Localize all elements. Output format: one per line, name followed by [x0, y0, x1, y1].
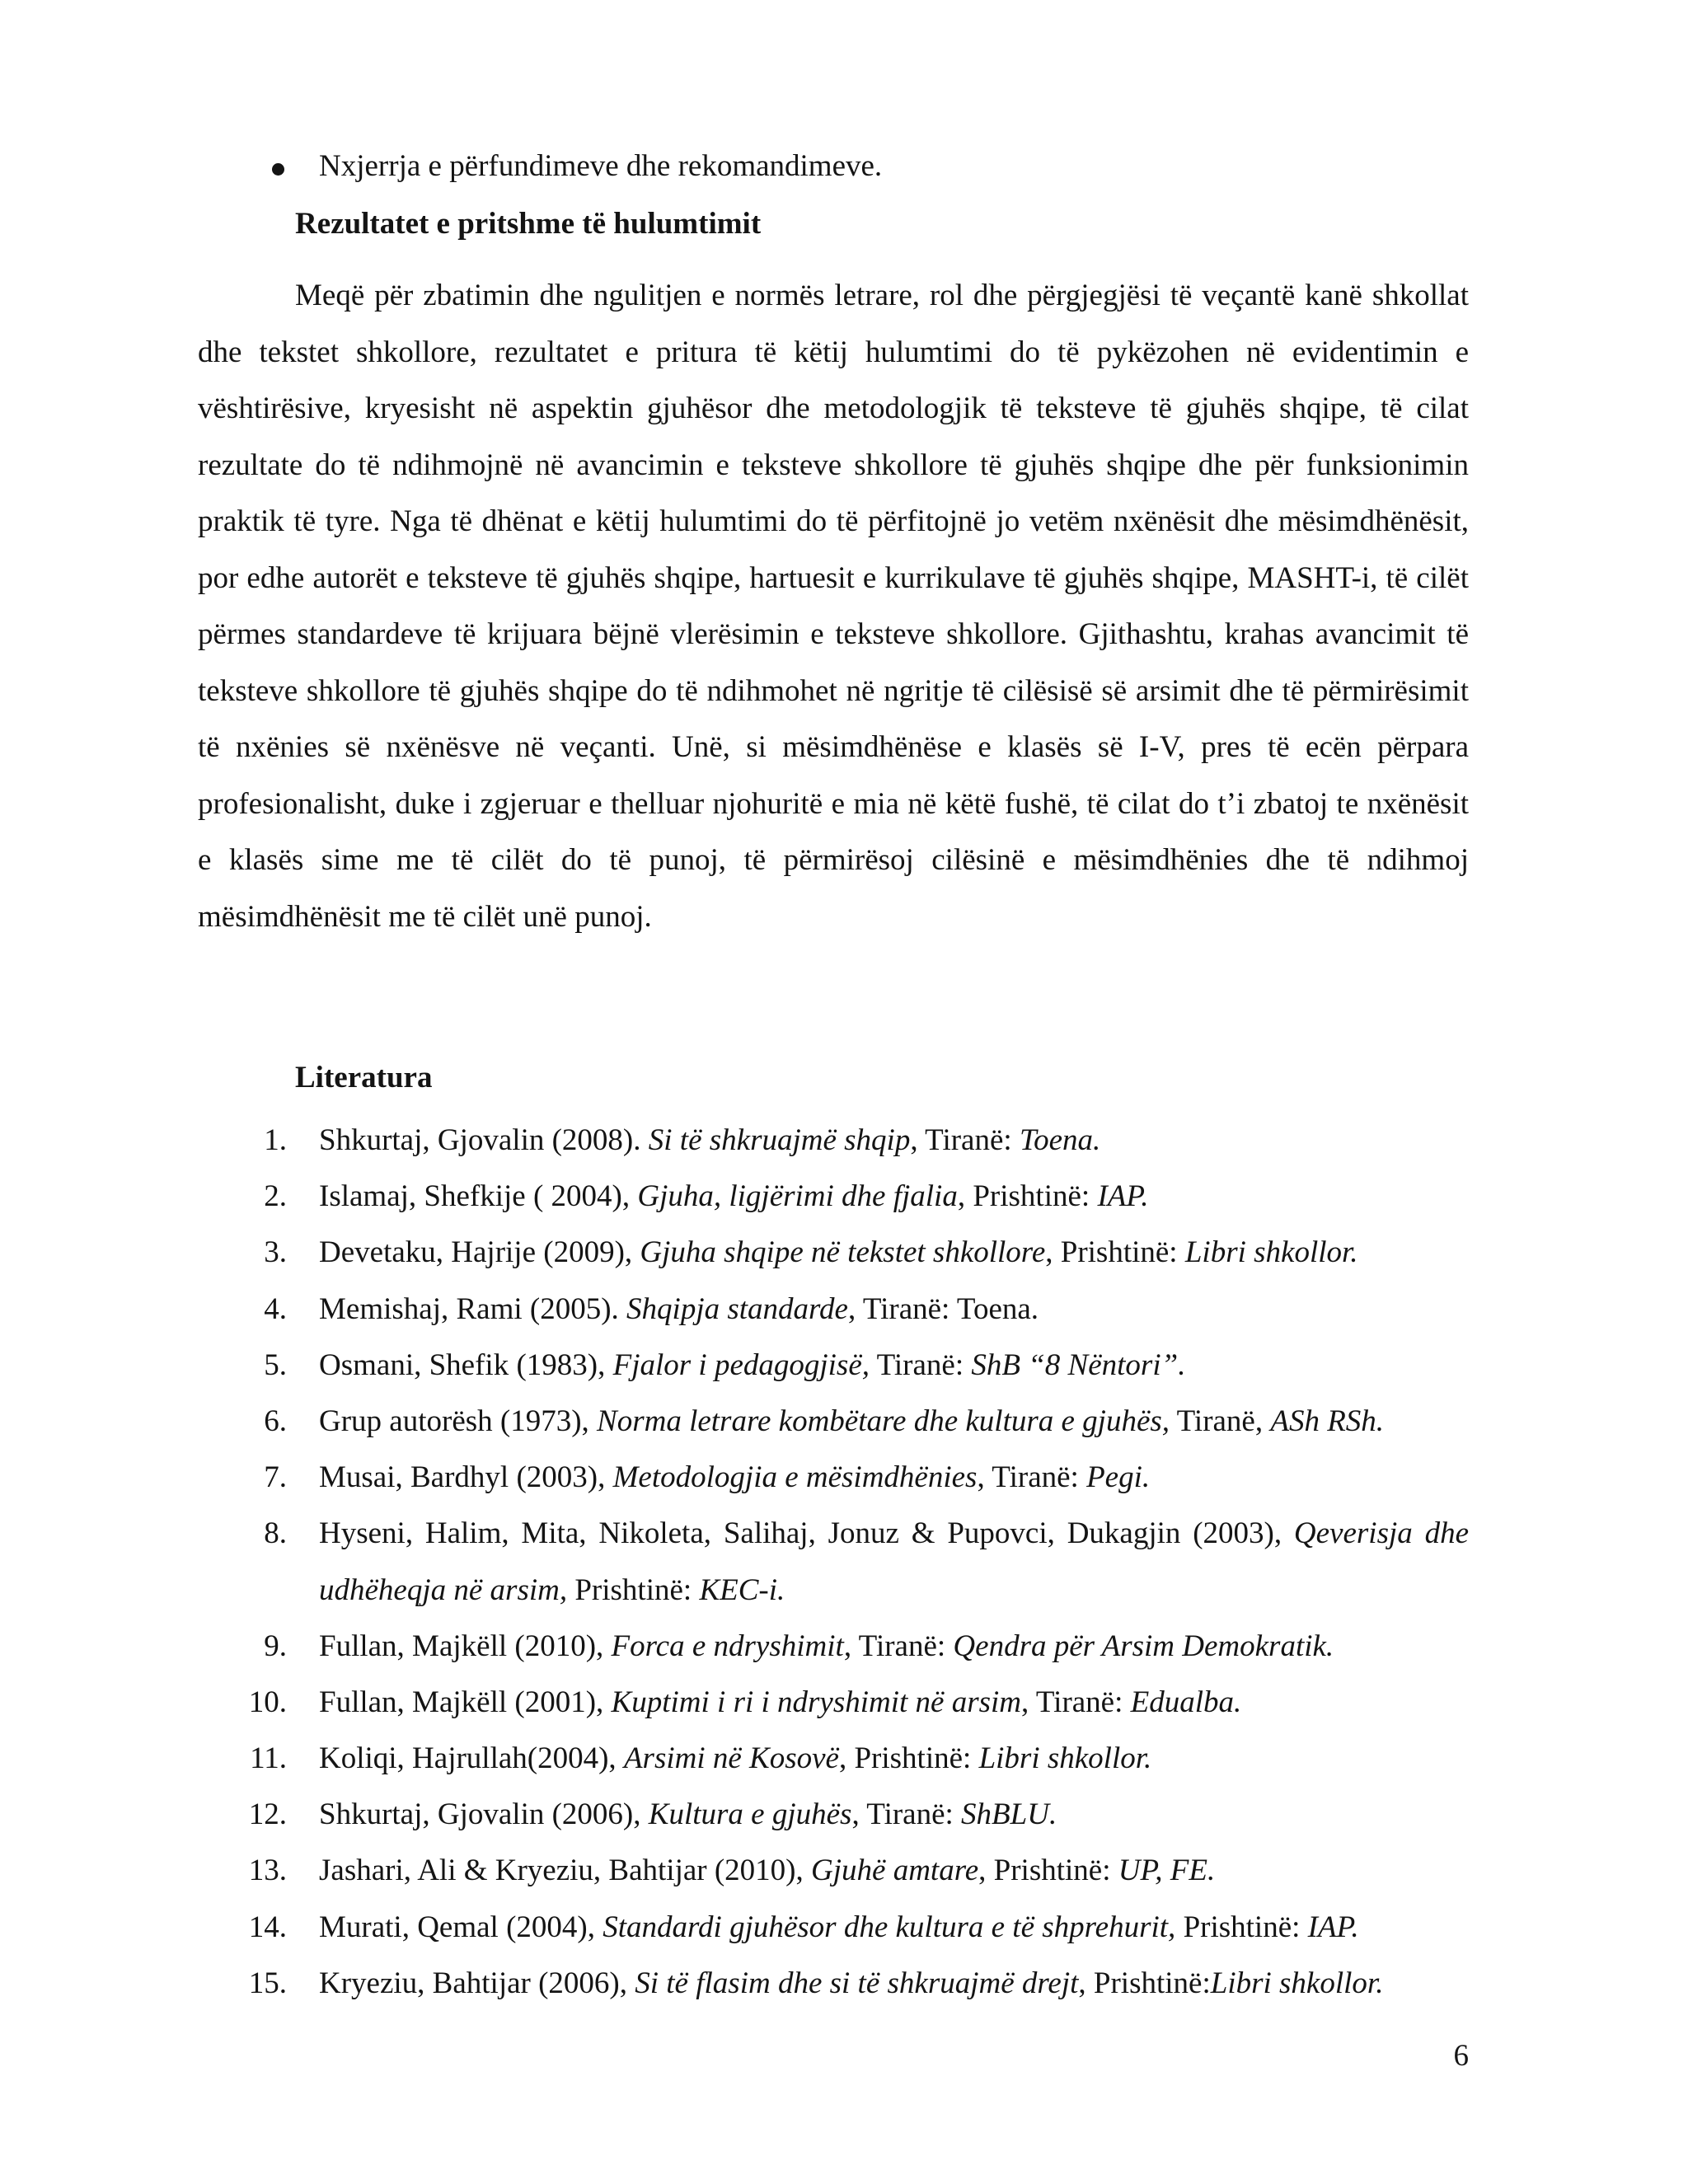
reference-text: [319, 1282, 1469, 1338]
reference-title: Shqipja standarde: [626, 1291, 848, 1326]
reference-number: 8.: [264, 1516, 287, 1551]
reference-item: [0, 1675, 1688, 1731]
reference-place: Prishtinë:: [567, 1572, 700, 1607]
reference-author: Memishaj, Rami (2005).: [319, 1291, 627, 1326]
reference-place: , Tiranë:: [1021, 1685, 1131, 1719]
reference-item: [0, 1225, 1688, 1281]
reference-number: 13.: [248, 1854, 287, 1888]
reference-item: [0, 1450, 1688, 1506]
reference-text: [319, 1675, 1469, 1731]
reference-number: 5.: [264, 1347, 287, 1382]
reference-text: [319, 1338, 1469, 1394]
reference-text: [319, 1169, 1469, 1225]
reference-publisher: Edualba.: [1130, 1685, 1242, 1719]
reference-author: Shkurtaj, Gjovalin (2006),: [319, 1797, 649, 1832]
reference-author: Shkurtaj, Gjovalin (2008).: [319, 1123, 649, 1157]
page-number: 6: [1453, 2039, 1469, 2073]
reference-item: [0, 1338, 1688, 1394]
reference-title: Fjalor i pedagogjisë,: [612, 1347, 870, 1382]
reference-publisher: Libri shkollor.: [1210, 1966, 1384, 2000]
reference-item: [0, 1843, 1688, 1899]
reference-title: Kultura e gjuhës: [648, 1797, 852, 1832]
reference-publisher: Pegi.: [1086, 1460, 1151, 1495]
reference-item: [0, 1787, 1688, 1843]
reference-number: 15.: [248, 1966, 287, 2000]
reference-place: , Prishtinë:: [1045, 1235, 1185, 1270]
reference-title: Metodologjia e mësimdhënies: [612, 1460, 978, 1495]
reference-number: 3.: [264, 1235, 287, 1270]
reference-number: 6.: [264, 1404, 287, 1438]
reference-text: [319, 1506, 1469, 1618]
reference-author: Hyseni, Halim, Mita, Nikoleta, Salihaj, Jonuz & Pupovci, Dukagjin (2003),: [319, 1516, 1294, 1551]
reference-number: 10.: [248, 1685, 287, 1719]
reference-place: , Prishtinë:: [957, 1179, 1098, 1214]
reference-place: , Prishtinë:: [1078, 1966, 1211, 2000]
reference-title: Si të shkruajmë shqip: [648, 1123, 911, 1157]
reference-text: [319, 1619, 1469, 1675]
reference-publisher: KEC-i.: [699, 1572, 785, 1607]
literature-heading: Literatura: [295, 1061, 433, 1094]
reference-place: Tiranë,: [1170, 1404, 1271, 1438]
reference-text: [319, 1113, 1469, 1169]
reference-text: [319, 1843, 1469, 1899]
reference-publisher: ShB “8 Nëntori”.: [971, 1347, 1186, 1382]
reference-place: , Tiranë:: [977, 1460, 1087, 1495]
reference-author: Musai, Bardhyl (2003),: [319, 1460, 613, 1495]
reference-number: 2.: [264, 1179, 287, 1214]
reference-publisher: ASh RSh.: [1270, 1404, 1385, 1438]
reference-title: Standardi gjuhësor dhe kultura e të shprehurit,: [603, 1910, 1176, 1944]
reference-number: 1.: [264, 1123, 287, 1157]
reference-title: Kuptimi i ri i ndryshimit në arsim: [611, 1685, 1022, 1719]
reference-author: Grup autorësh (1973),: [319, 1404, 598, 1438]
reference-publisher: UP, FE.: [1118, 1854, 1216, 1888]
reference-item: [0, 1282, 1688, 1338]
reference-title: Gjuhë amtare: [811, 1854, 979, 1888]
reference-publisher: Libri shkollor.: [978, 1741, 1152, 1776]
reference-author: Devetaku, Hajrije (2009),: [319, 1235, 640, 1270]
reference-publisher: Libri shkollor.: [1184, 1235, 1358, 1270]
reference-place: , Tiranë: Toena.: [847, 1291, 1039, 1326]
reference-item: [0, 1506, 1688, 1618]
reference-place: Tiranë:: [870, 1347, 972, 1382]
reference-number: 7.: [264, 1460, 287, 1495]
reference-text: [319, 1787, 1469, 1843]
reference-number: 14.: [248, 1910, 287, 1944]
reference-title: Norma letrare kombëtare dhe kultura e gjuhës,: [597, 1404, 1170, 1438]
section-heading: Rezultatet e pritshme të hulumtimit: [295, 207, 762, 241]
reference-text: [319, 1900, 1469, 1956]
reference-place: , Prishtinë:: [978, 1854, 1118, 1888]
reference-item: [0, 1619, 1688, 1675]
reference-publisher: IAP.: [1097, 1179, 1149, 1214]
bullet-item-text: Nxjerrja e përfundimeve dhe rekomandimeve.: [319, 149, 883, 183]
reference-list: [0, 1113, 1688, 2012]
reference-item: [0, 1169, 1688, 1225]
reference-number: 4.: [264, 1291, 287, 1326]
reference-text: [319, 1225, 1469, 1281]
reference-number: 12.: [248, 1797, 287, 1832]
reference-number: 9.: [264, 1629, 287, 1663]
reference-title: Gjuha shqipe në tekstet shkollore: [640, 1235, 1046, 1270]
reference-title: Gjuha, ligjërimi dhe fjalia: [637, 1179, 958, 1214]
reference-number: 11.: [250, 1741, 287, 1776]
reference-author: Jashari, Ali & Kryeziu, Bahtijar (2010),: [319, 1854, 812, 1888]
reference-place: , Tiranë:: [843, 1629, 954, 1663]
reference-publisher: Qendra për Arsim Demokratik.: [953, 1629, 1334, 1663]
reference-title: Forca e ndryshimit: [611, 1629, 844, 1663]
body-paragraph: Meqë për zbatimin dhe ngulitjen e normës letrare, rol dhe përgjegjësi të veçantë kanë shkollat dhe tekstet shkollore, rezultatet e pritura të këtij hulumtimi do të pykëzohen në evidentimin e vështirësive, kryesisht në aspektin gjuhësor dhe metodologjik të teksteve të gjuhës shqipe, të cilat rezultate do të ndihmojnë në avancimin e teksteve shkollore të gjuhës shqipe dhe për funksionimin praktik të tyre. Nga të dhënat e këtij hulumtimi do të përfitojnë jo vetëm nxënësit dhe mësimdhënësit, por edhe autorët e teksteve të gjuhës shqipe, hartuesit e kurrikulave të gjuhës shqipe, MASHT-i, të cilët përmes standardeve të krijuara bëjnë vlerësimin e teksteve shkollore. Gjithashtu, krahas avancimit të teksteve shkollore të gjuhës shqipe do të ndihmohet në ngritje të cilësisë së arsimit dhe të përmirësimit të nxënies së nxënësve në veçanti. Unë, si mësimdhënëse e klasës së I-V, pres të ecën përpara profesionalisht, duke i zgjeruar e thelluar njohuritë e mia në këtë fushë, të cilat do t’i zbatoj te nxënësit e klasës sime me të cilët do të punoj, të përmirësoj cilësinë e mësimdhënies dhe të ndihmoj mësimdhënësit me të cilët unë punoj.: [198, 279, 1469, 934]
reference-item: [0, 1900, 1688, 1956]
reference-place: , Tiranë:: [851, 1797, 962, 1832]
reference-publisher: IAP.: [1307, 1910, 1359, 1944]
reference-author: Osmani, Shefik (1983),: [319, 1347, 613, 1382]
bullet-dot-icon: [272, 163, 284, 176]
reference-text: [319, 1956, 1469, 2012]
reference-author: Kryeziu, Bahtijar (2006),: [319, 1966, 635, 2000]
reference-text: [319, 1450, 1469, 1506]
reference-title: Si të flasim dhe si të shkruajmë drejt: [635, 1966, 1079, 2000]
reference-author: Fullan, Majkëll (2001),: [319, 1685, 612, 1719]
reference-publisher: Toena.: [1019, 1123, 1101, 1157]
reference-author: Fullan, Majkëll (2010),: [319, 1629, 612, 1663]
reference-item: [0, 1956, 1688, 2012]
reference-author: Murati, Qemal (2004),: [319, 1910, 603, 1944]
reference-title: Qeverisja dhe udhëheqja në arsim,: [319, 1516, 1469, 1607]
reference-item: [0, 1113, 1688, 1169]
reference-item: [0, 1394, 1688, 1450]
reference-author: Islamaj, Shefkije ( 2004),: [319, 1179, 638, 1214]
reference-author: Koliqi, Hajrullah(2004),: [319, 1741, 624, 1776]
reference-text: [319, 1731, 1469, 1787]
reference-publisher: ShBLU.: [961, 1797, 1057, 1832]
reference-place: , Tiranë:: [910, 1123, 1020, 1157]
reference-title: Arsimi në Kosovë: [623, 1741, 839, 1776]
reference-place: , Prishtinë:: [838, 1741, 979, 1776]
reference-place: Prishtinë:: [1175, 1910, 1308, 1944]
reference-item: [0, 1731, 1688, 1787]
reference-text: [319, 1394, 1469, 1450]
